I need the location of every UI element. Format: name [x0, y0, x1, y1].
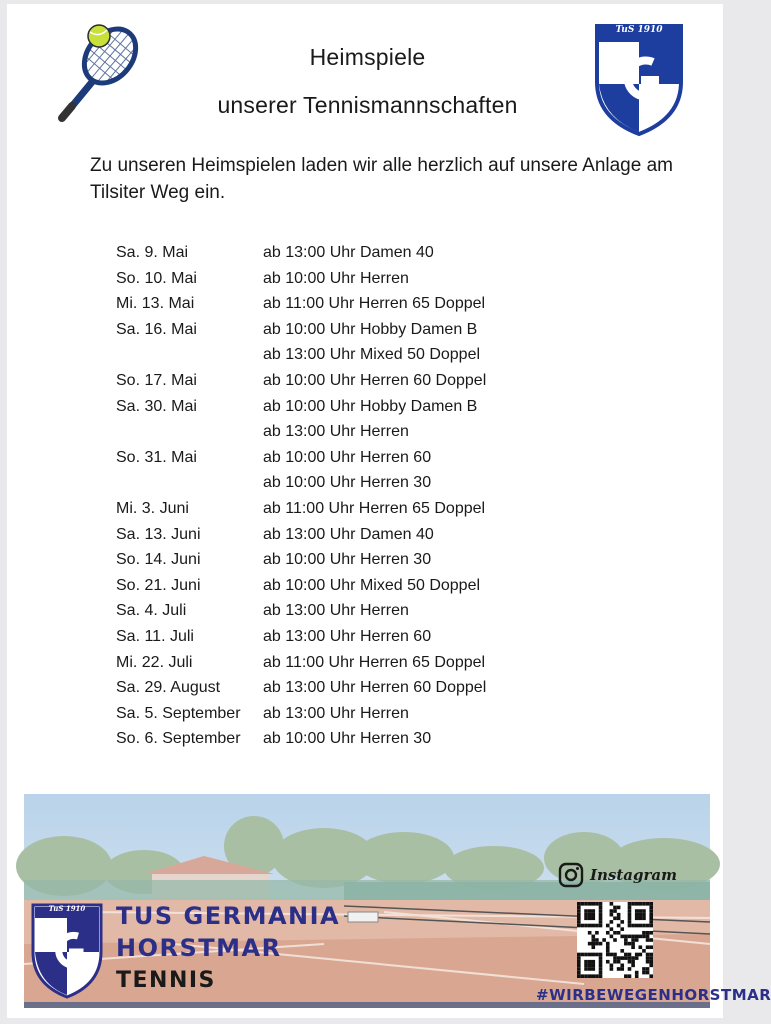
- schedule-date: Sa. 11. Juli: [116, 627, 194, 645]
- instagram-icon: [558, 862, 584, 888]
- schedule-date: So. 21. Juni: [116, 576, 201, 594]
- schedule-row: [116, 317, 486, 343]
- qr-code-icon[interactable]: [577, 902, 653, 978]
- schedule-event: ab 13:00 Uhr Damen 40: [263, 244, 434, 261]
- schedule-row: [116, 522, 486, 548]
- schedule-event: ab 10:00 Uhr Herren: [263, 269, 409, 287]
- schedule-list: [116, 240, 486, 752]
- club-name-line2: HORSTMAR: [116, 934, 282, 962]
- schedule-date: Sa. 30. Mai: [116, 397, 197, 415]
- schedule-date: Mi. 13. Mai: [116, 295, 195, 313]
- club-crest-bottom-icon: [30, 902, 104, 1000]
- schedule-event: ab 11:00 Uhr Herren 65 Doppel: [263, 499, 486, 517]
- hashtag-text: #WIRBEWEGENHORSTMAR: [536, 986, 771, 1004]
- schedule-date: Sa. 13. Juni: [116, 525, 201, 543]
- schedule-row: [116, 445, 486, 471]
- schedule-row: [116, 291, 486, 317]
- schedule-event: ab 13:00 Uhr Damen 40: [263, 525, 434, 543]
- schedule-event: ab 13:00 Uhr Mixed 50 Doppel: [263, 346, 481, 364]
- schedule-date: Sa. 29. August: [116, 679, 221, 697]
- crest-text-bottom: TuS 1910: [48, 904, 86, 913]
- schedule-row: [116, 624, 486, 650]
- schedule-event: ab 13:00 Uhr Herren: [263, 602, 409, 620]
- schedule-row: [116, 419, 486, 445]
- schedule-event: ab 10:00 Uhr Herren 30: [263, 551, 432, 569]
- schedule-row: [116, 701, 486, 727]
- page-title-line2: unserer Tennismannschaften: [217, 92, 518, 118]
- schedule-row: [116, 547, 486, 573]
- schedule-event: ab 13:00 Uhr Herren: [263, 423, 409, 441]
- schedule-row: [116, 266, 486, 292]
- schedule-row: [116, 675, 486, 701]
- schedule-date: So. 14. Juni: [116, 551, 201, 569]
- schedule-date: Mi. 22. Juli: [116, 653, 193, 671]
- schedule-date: Sa. 4. Juli: [116, 602, 187, 620]
- schedule-row: [116, 650, 486, 676]
- schedule-row: [116, 573, 486, 599]
- schedule-row: [116, 598, 486, 624]
- schedule-row: [116, 240, 486, 266]
- schedule-date: Sa. 9. Mai: [116, 244, 189, 261]
- schedule-event: ab 10:00 Uhr Herren 60: [263, 448, 432, 466]
- schedule-event: ab 10:00 Uhr Hobby Damen B: [263, 397, 478, 415]
- club-name-line1: TUS GERMANIA: [116, 902, 341, 930]
- schedule-event: ab 10:00 Uhr Hobby Damen B: [263, 320, 478, 338]
- club-name-line3: TENNIS: [116, 968, 216, 993]
- instagram-label: Instagram: [590, 866, 677, 884]
- schedule-date: So. 6. September: [116, 730, 241, 748]
- crest-text-top: TuS 1910: [615, 25, 663, 35]
- schedule-row: [116, 496, 486, 522]
- schedule-row: [116, 368, 486, 394]
- schedule-event: ab 10:00 Uhr Herren 30: [263, 474, 432, 492]
- schedule-event: ab 13:00 Uhr Herren 60 Doppel: [263, 679, 487, 697]
- schedule-row: [116, 470, 486, 496]
- schedule-event: ab 13:00 Uhr Herren: [263, 704, 409, 722]
- schedule-event: ab 10:00 Uhr Herren 60 Doppel: [263, 371, 487, 389]
- schedule-event: ab 13:00 Uhr Herren 60: [263, 627, 432, 645]
- club-crest-icon: [593, 22, 685, 138]
- schedule-row: [116, 726, 486, 752]
- schedule-date: So. 10. Mai: [116, 269, 197, 287]
- schedule-row: [116, 394, 486, 420]
- schedule-event: ab 10:00 Uhr Mixed 50 Doppel: [263, 576, 481, 594]
- club-banner: [24, 794, 771, 1008]
- page-title-line1: Heimspiele: [309, 44, 426, 70]
- schedule-event: ab 11:00 Uhr Herren 65 Doppel: [263, 653, 486, 671]
- schedule-date: Sa. 16. Mai: [116, 320, 197, 338]
- schedule-event: ab 10:00 Uhr Herren 30: [263, 730, 432, 748]
- schedule-date: Sa. 5. September: [116, 704, 241, 722]
- schedule-date: Mi. 3. Juni: [116, 499, 189, 517]
- instagram-block: [558, 862, 677, 888]
- schedule-date: So. 31. Mai: [116, 448, 197, 466]
- schedule-row: [116, 342, 486, 368]
- schedule-date: So. 17. Mai: [116, 371, 197, 389]
- schedule-event: ab 11:00 Uhr Herren 65 Doppel: [263, 295, 486, 313]
- intro-text: Zu unseren Heimspielen laden wir alle herzlich auf unsere Anlage am Tilsiter Weg ein.: [90, 155, 673, 203]
